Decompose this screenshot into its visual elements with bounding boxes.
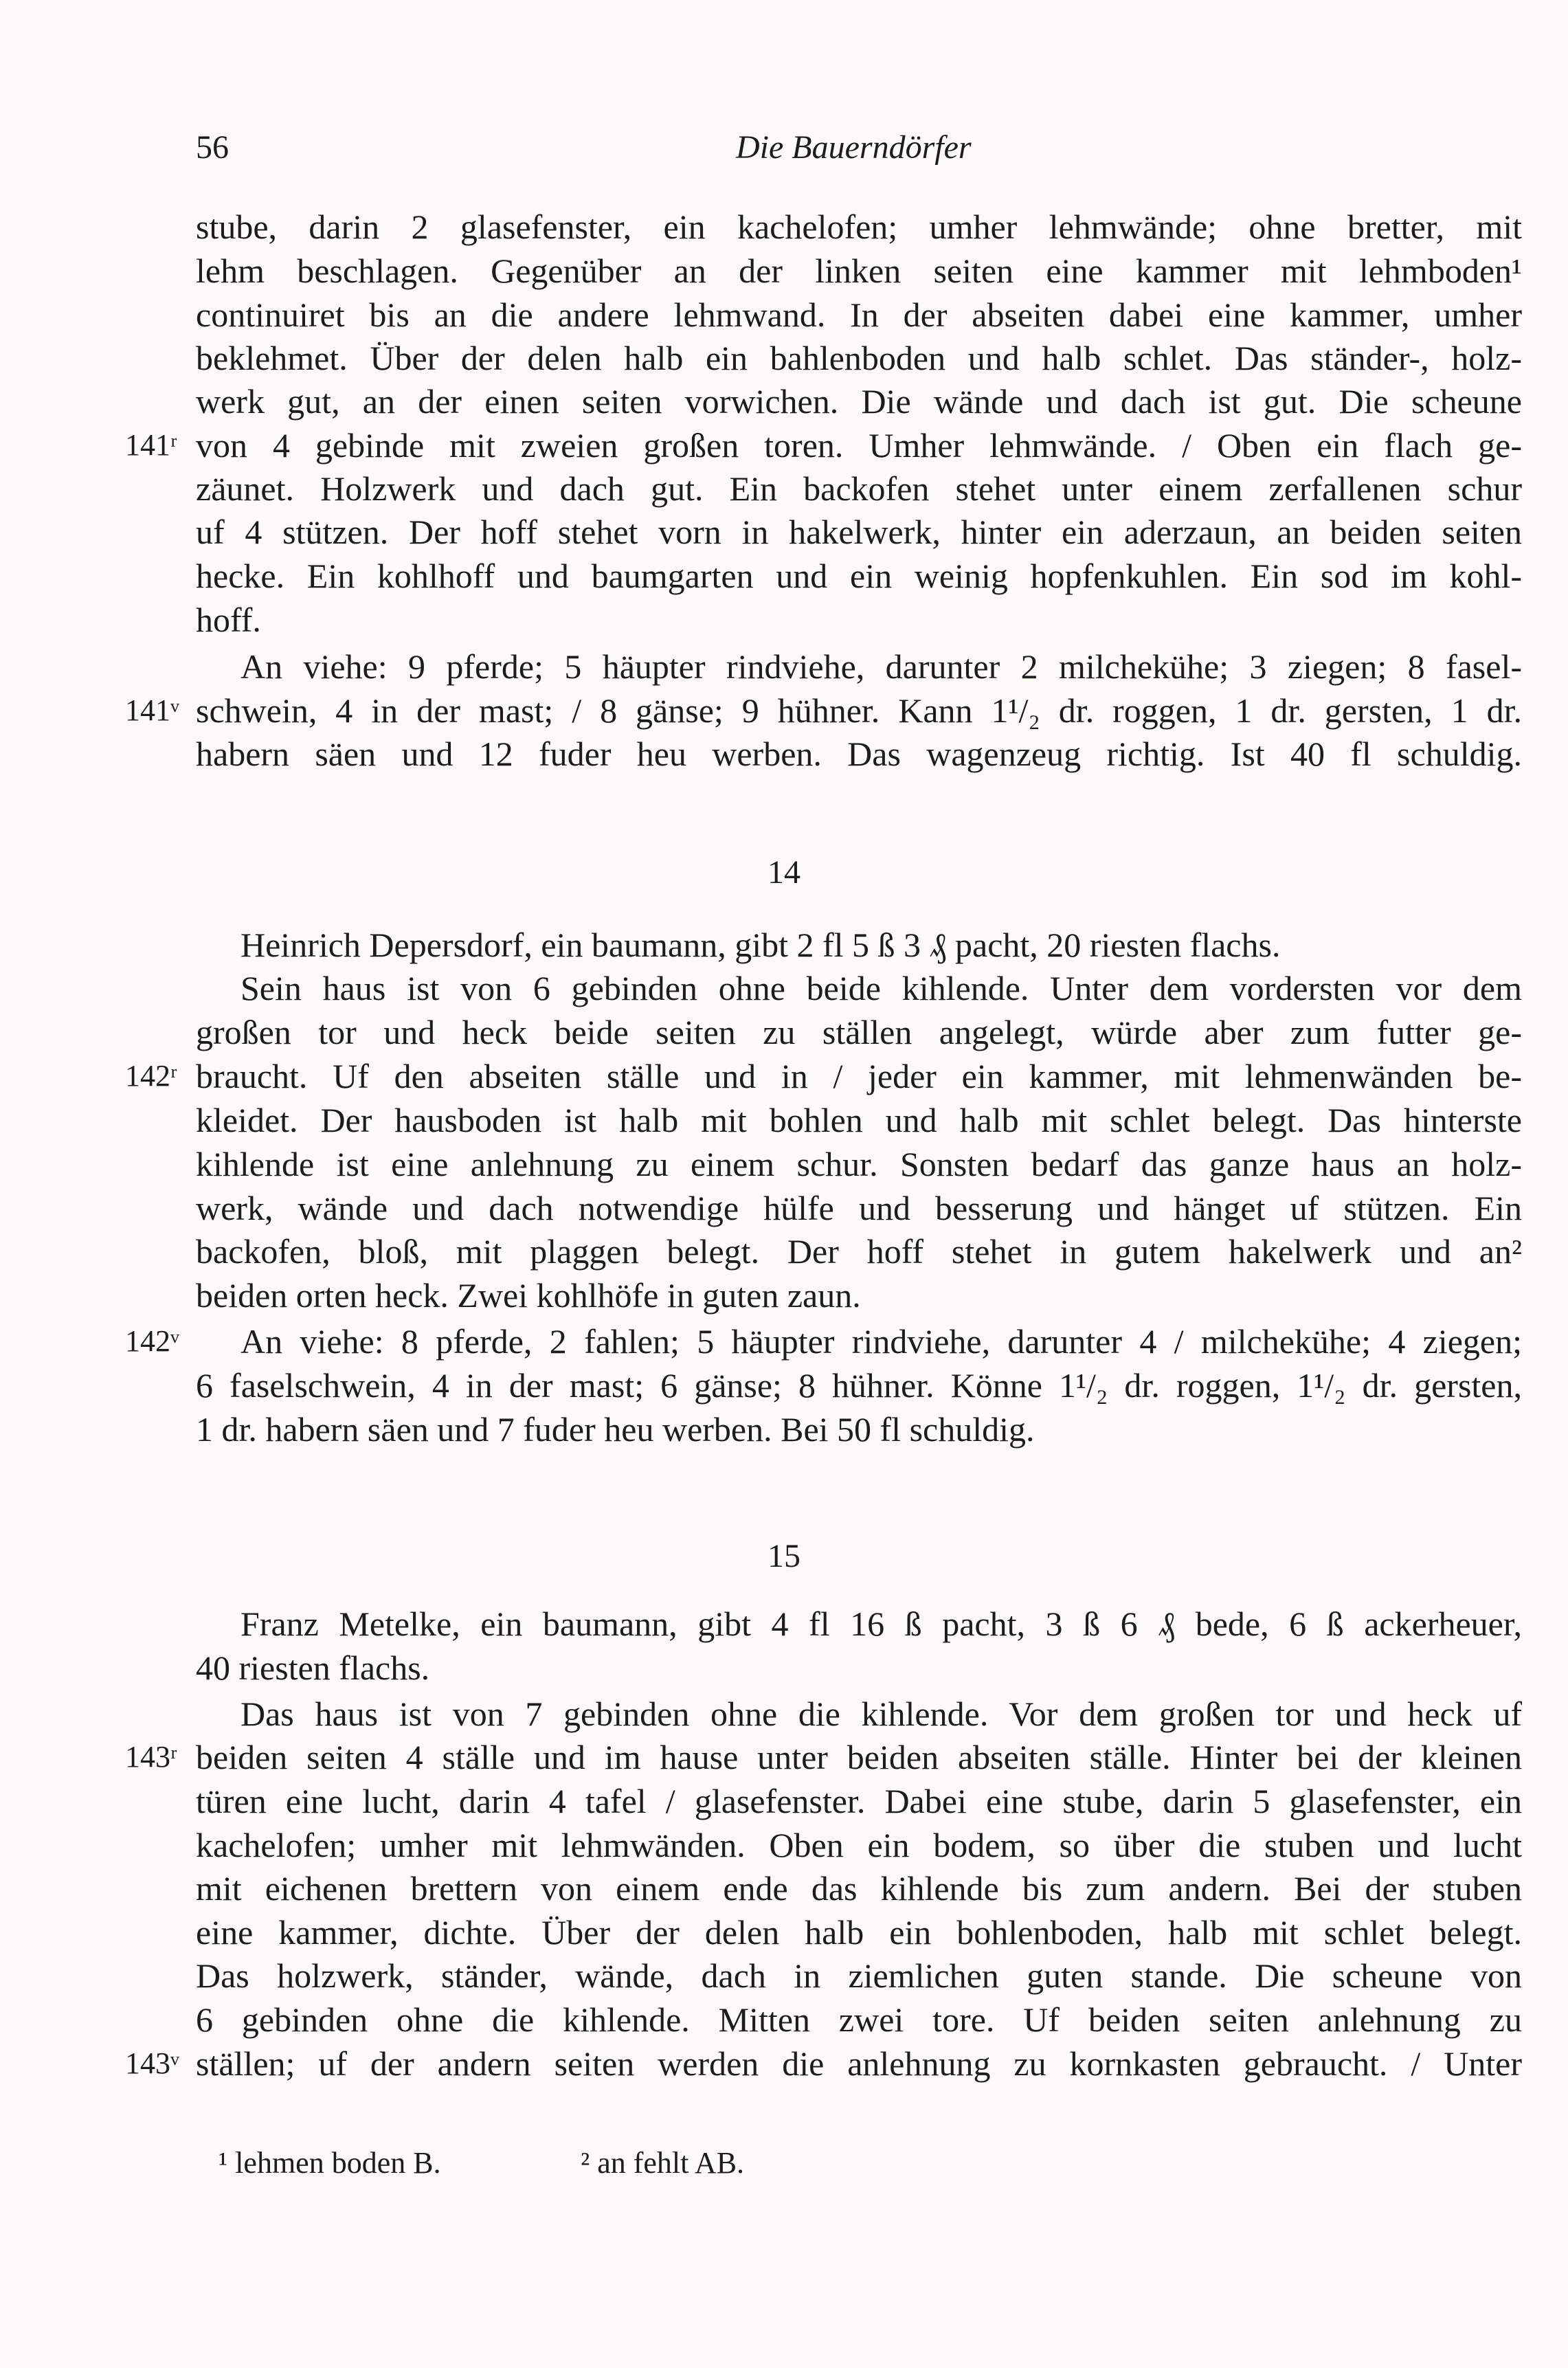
text-line: kleidet. Der hausboden ist halb mit bohlen und halb mit schlet belegt. Das hinterste <box>196 1101 1522 1139</box>
text-line: hecke. Ein kohlhoff und baumgarten und ein weinig hopfenkuhlen. Ein sod im kohl- <box>196 557 1522 595</box>
folio-note: 143ʳ <box>125 1740 177 1774</box>
folio-note: 142ʳ <box>125 1059 177 1093</box>
text-line: kihlende ist eine anlehnung zu einem schur. Sonsten bedarf das ganze haus an holz- <box>196 1145 1522 1183</box>
text-line: backofen, bloß, mit plaggen belegt. Der hoff stehet in gutem hakelwerk und an² <box>196 1232 1522 1271</box>
text-line: lehm beschlagen. Gegenüber an der linken seiten eine kammer mit lehmboden¹ <box>196 252 1522 290</box>
text-line: ställen; uf der andern seiten werden die anlehnung zu kornkasten gebraucht. / Unter <box>196 2044 1522 2083</box>
text-line: An viehe: 9 pferde; 5 häupter rindviehe, darunter 2 milchekühe; 3 ziegen; 8 fasel- <box>240 647 1522 686</box>
text-line: continuiret bis an die andere lehmwand. In der abseiten dabei eine kammer, umher <box>196 295 1522 334</box>
text-line: werk gut, an der einen seiten vorwichen. Die wände und dach ist gut. Die scheune <box>196 382 1522 421</box>
entry-number: 14 <box>768 854 800 891</box>
footnote-1: ¹ lehmen boden B. <box>219 2146 441 2180</box>
text-line: habern säen und 12 fuder heu werben. Das wagenzeug richtig. Ist 40 fl schuldig. <box>196 735 1522 773</box>
text-line: An viehe: 8 pferde, 2 fahlen; 5 häupter rindviehe, darunter 4 / milchekühe; 4 ziegen; <box>240 1322 1522 1361</box>
text-line: uf 4 stützen. Der hoff stehet vorn in hakelwerk, hinter ein aderzaun, an beiden seiten <box>196 513 1522 551</box>
entry-number: 15 <box>768 1538 800 1574</box>
text-line: türen eine lucht, darin 4 tafel / glasefenster. Dabei eine stube, darin 5 glasefenster, ein <box>196 1782 1522 1820</box>
page-number: 56 <box>196 129 229 166</box>
text-line: Sein haus ist von 6 gebinden ohne beide kihlende. Unter dem vordersten vor dem <box>240 969 1522 1007</box>
running-title: Die Bauerndörfer <box>736 129 972 166</box>
text-line: großen tor und heck beide seiten zu ställen angelegt, würde aber zum futter ge- <box>196 1013 1522 1051</box>
text-line: Das haus ist von 7 gebinden ohne die kihlende. Vor dem großen tor und heck uf <box>240 1695 1522 1733</box>
text-line: hoff. <box>196 601 261 639</box>
text-line: Franz Metelke, ein baumann, gibt 4 fl 16 ß pacht, 3 ß 6 ₰ bede, 6 ß ackerheuer, <box>240 1605 1522 1643</box>
text-line: schwein, 4 in der mast; / 8 gänse; 9 hühner. Kann 1¹/₂ dr. roggen, 1 dr. gersten, 1 dr. <box>196 691 1522 730</box>
text-line: braucht. Uf den abseiten ställe und in / jeder ein kammer, mit lehmenwänden be- <box>196 1057 1522 1095</box>
text-line: 6 faselschwein, 4 in der mast; 6 gänse; 8 hühner. Könne 1¹/₂ dr. roggen, 1¹/₂ dr. gersten, <box>196 1366 1522 1405</box>
text-line: beiden seiten 4 ställe und im hause unter beiden abseiten ställe. Hinter bei der kleinen <box>196 1738 1522 1776</box>
text-line: zäunet. Holzwerk und dach gut. Ein backofen stehet unter einem zerfallenen schur <box>196 469 1522 508</box>
text-line: Das holzwerk, ständer, wände, dach in ziemlichen guten stande. Die scheune von <box>196 1956 1522 1995</box>
text-line: eine kammer, dichte. Über der delen halb ein bohlenboden, halb mit schlet belegt. <box>196 1913 1522 1952</box>
text-line: beiden orten heck. Zwei kohlhöfe in guten zaun. <box>196 1276 861 1315</box>
folio-note: 143ᵛ <box>125 2046 179 2080</box>
text-line: werk, wände und dach notwendige hülfe und besserung und hänget uf stützen. Ein <box>196 1189 1522 1227</box>
folio-note: 142ᵛ <box>125 1324 179 1358</box>
text-line: 6 gebinden ohne die kihlende. Mitten zwei tore. Uf beiden seiten anlehnung zu <box>196 2000 1522 2039</box>
folio-note: 141ʳ <box>125 428 177 462</box>
text-line: 40 riesten flachs. <box>196 1649 430 1687</box>
text-line: von 4 gebinde mit zweien großen toren. Umher lehmwände. / Oben ein flach ge- <box>196 426 1522 465</box>
text-line: mit eichenen brettern von einem ende das kihlende bis zum andern. Bei der stuben <box>196 1869 1522 1908</box>
text-line: 1 dr. habern säen und 7 fuder heu werben. Bei 50 fl schuldig. <box>196 1410 1035 1449</box>
footnote-2: ² an fehlt AB. <box>581 2146 745 2180</box>
folio-note: 141ᵛ <box>125 693 179 727</box>
text-line: kachelofen; umher mit lehmwänden. Oben ein bodem, so über die stuben und lucht <box>196 1826 1522 1864</box>
text-line: Heinrich Depersdorf, ein baumann, gibt 2 fl 5 ß 3 ₰ pacht, 20 riesten flachs. <box>240 926 1281 964</box>
text-line: beklehmet. Über der delen halb ein bahlenboden und halb schlet. Das ständer-, holz- <box>196 339 1522 377</box>
text-line: stube, darin 2 glasefenster, ein kachelofen; umher lehmwände; ohne bretter, mit <box>196 208 1522 246</box>
